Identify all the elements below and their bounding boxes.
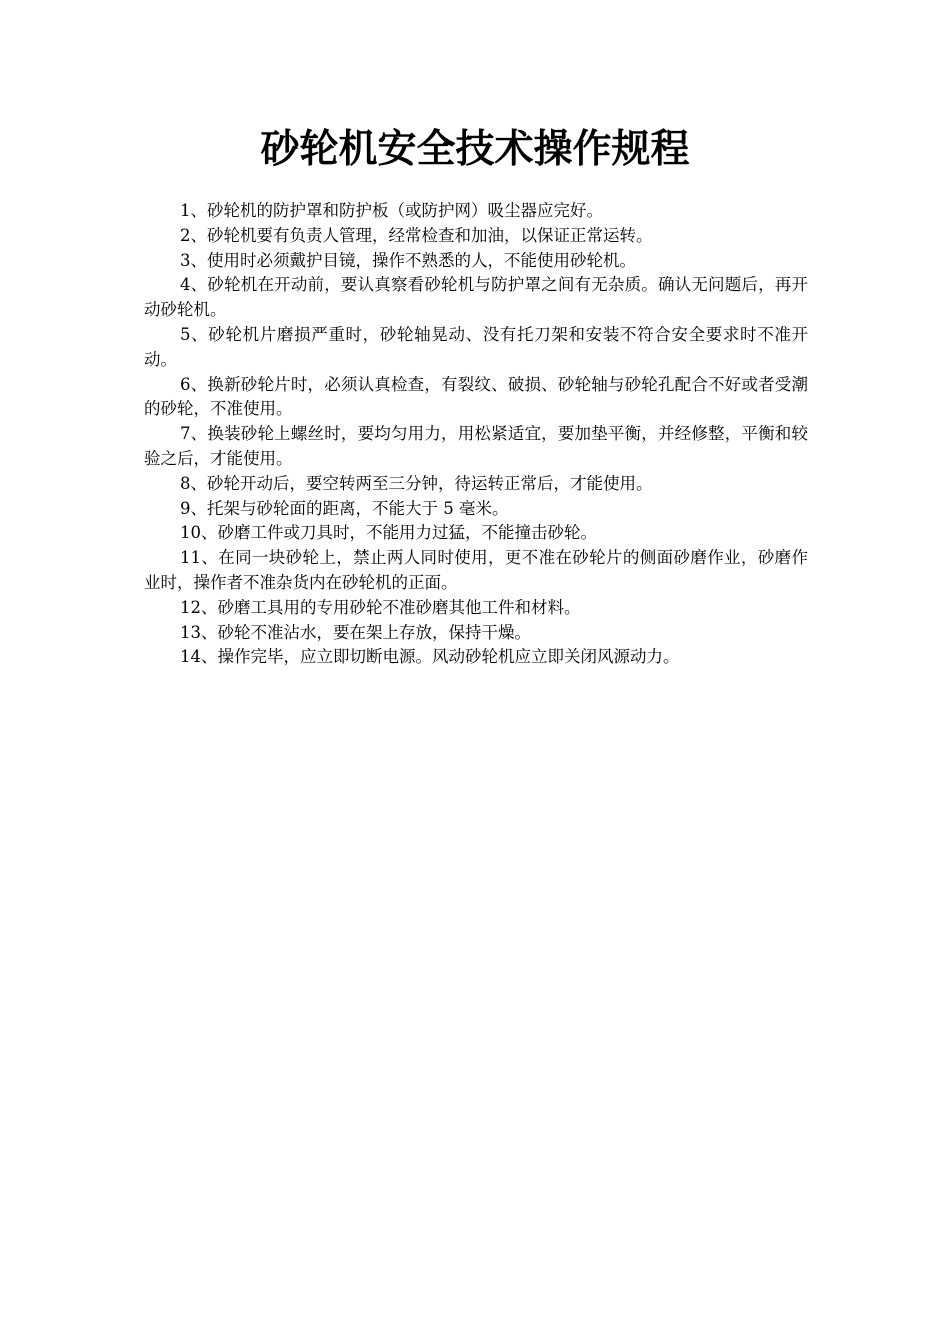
rule-item: 12、砂磨工具用的专用砂轮不准砂磨其他工件和材料。 <box>180 597 581 617</box>
rule-item: 2、砂轮机要有负责人管理，经常检查和加油，以保证正常运转。 <box>180 225 653 245</box>
rule-item: 9、托架与砂轮面的距离，不能大于 5 毫米。 <box>180 498 509 518</box>
page-title: 砂轮机安全技术操作规程 <box>260 127 690 172</box>
rule-item: 7、换装砂轮上螺丝时，要均匀用力，用松紧适宜，要加垫平衡，并经修整，平衡和较验之后，才能使用。 <box>144 424 808 468</box>
rule-item: 6、换新砂轮片时，必须认真检查，有裂纹、破损、砂轮轴与砂轮孔配合不好或者受潮的砂轮，不准使用。 <box>144 374 808 419</box>
rule-item: 14、操作完毕，应立即切断电源。风动砂轮机应立即关闭风源动力。 <box>180 647 680 667</box>
rule-item: 13、砂轮不准沾水，要在架上存放，保持干燥。 <box>180 622 531 642</box>
rule-item: 1、砂轮机的防护罩和防护板（或防护网）吸尘器应完好。 <box>180 201 603 220</box>
rules-list <box>144 199 808 670</box>
rule-item: 10、砂磨工件或刀具时，不能用力过猛，不能撞击砂轮。 <box>180 523 597 543</box>
rule-item: 5、砂轮机片磨损严重时，砂轮轴晃动、没有托刀架和安装不符合安全要求时不准开动。 <box>144 324 808 369</box>
rule-item: 11、在同一块砂轮上，禁止两人同时使用，更不准在砂轮片的侧面砂磨作业，砂磨作业时，操作者不准杂货内在砂轮机的正面。 <box>144 548 808 592</box>
rule-item: 8、砂轮开动后，要空转两至三分钟，待运转正常后，才能使用。 <box>180 473 653 493</box>
rule-item: 3、使用时必须戴护目镜，操作不熟悉的人，不能使用砂轮机。 <box>180 250 636 270</box>
rule-item: 4、砂轮机在开动前，要认真察看砂轮机与防护罩之间有无杂质。确认无问题后，再开动砂轮机。 <box>144 275 808 320</box>
